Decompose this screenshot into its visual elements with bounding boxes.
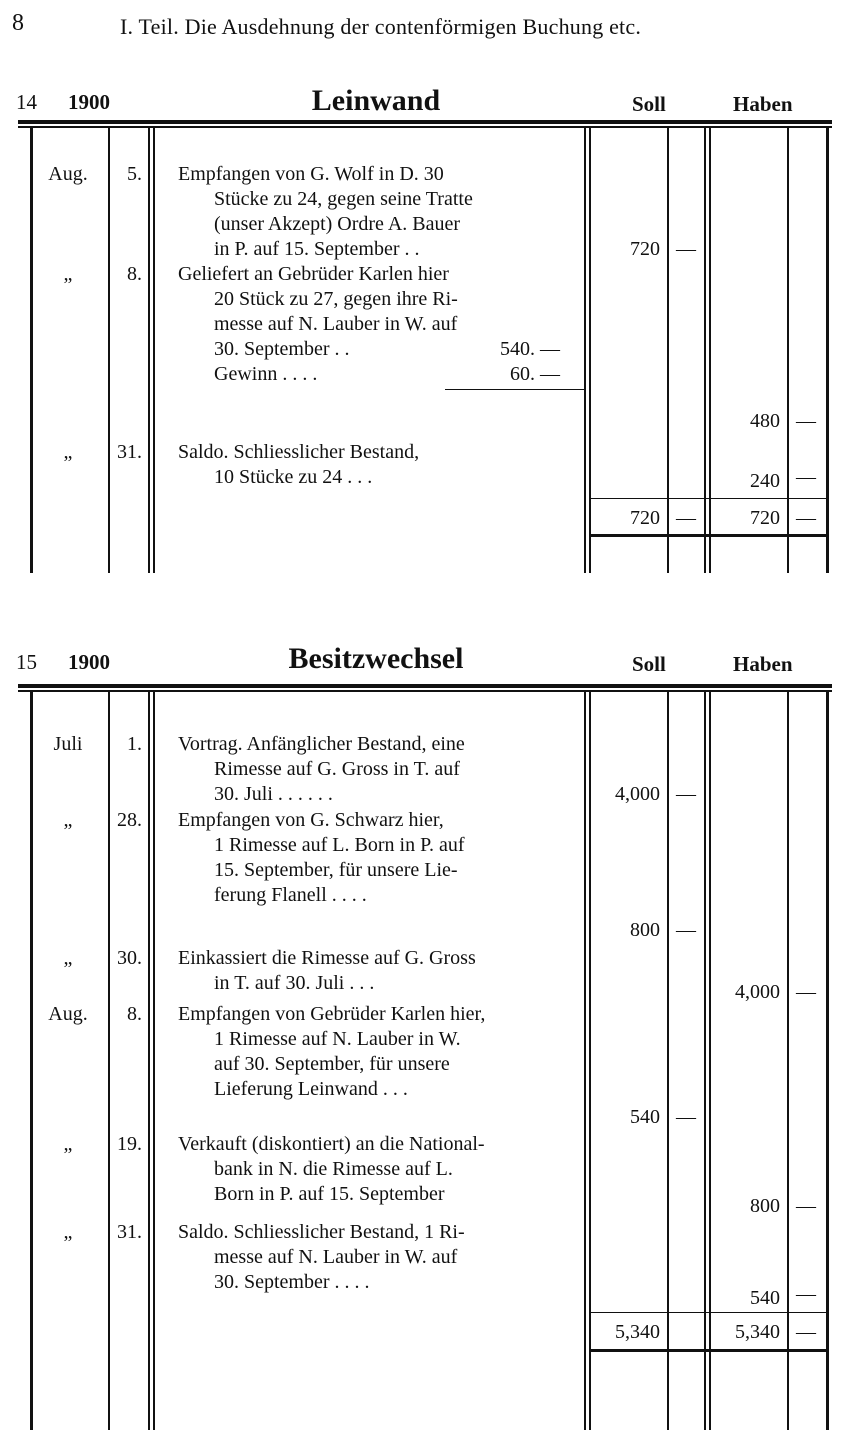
entry-line: auf 30. September, für unsere [214,1053,450,1075]
entry-line: in P. auf 15. September . . [214,238,420,260]
haben-amount: 540 [750,1287,780,1309]
entry-day: 30. [117,947,142,969]
haben-total: 5,340 [735,1321,780,1343]
entry-month: Aug. [48,1003,88,1025]
account-header [0,642,852,682]
entry-text [178,732,563,807]
soll-dash: — [676,1106,696,1128]
entry-line: messe auf N. Lauber in W. auf [214,1246,458,1268]
soll-dash: — [676,919,696,941]
soll-total-dash: — [676,507,696,529]
sub-total-rule [445,389,585,390]
soll-amount: 800 [630,919,660,941]
entry-month: „ [63,1133,73,1155]
entry-text [178,440,563,490]
account-number: 15 [16,650,37,674]
haben-total-dash: — [796,507,816,529]
entry-text [178,808,563,908]
entry-text [178,1132,563,1207]
account-number: 14 [16,90,37,114]
column-rule [30,128,33,573]
entry-line: Geliefert an Gebrüder Karlen hier [178,263,449,285]
entry-line: 10 Stücke zu 24 . . . [214,466,373,488]
soll-amount: 720 [630,238,660,260]
entry-line: Einkassiert die Rimesse auf G. Gross [178,947,476,969]
entry-text [178,262,563,337]
page-number: 8 [12,10,24,36]
column-rule [153,692,155,1430]
entry-line: 30. Juli . . . . . . [214,783,333,805]
entry-line: in T. auf 30. Juli . . . [214,972,375,994]
entry-month: Juli [53,733,83,755]
entry-line: Saldo. Schliesslicher Bestand, 1 Ri- [178,1221,465,1243]
column-rule [584,692,586,1430]
total-rule-top [589,1312,826,1313]
entry-day: 8. [127,1003,142,1025]
haben-total: 720 [750,507,780,529]
entry-line: 1 Rimesse auf N. Lauber in W. [214,1028,461,1050]
entry-day: 31. [117,1221,142,1243]
entry-text [178,162,563,262]
total-rule-bottom [589,1349,826,1352]
entry-month: „ [63,809,73,831]
account-title: Leinwand [311,84,441,117]
soll-total: 720 [630,507,660,529]
column-rule [704,128,706,573]
column-rule [826,128,829,573]
sub-value: 540. — [500,338,560,360]
column-rule [148,128,150,573]
haben-label: Haben [733,92,793,116]
sub-label: 30. September . . [214,338,350,360]
column-rule [704,692,706,1430]
haben-amount: 4,000 [735,981,780,1003]
account-leinwand [0,84,852,574]
haben-total-dash: — [796,1321,816,1343]
entry-day: 31. [117,441,142,463]
account-year: 1900 [68,650,110,674]
soll-label: Soll [632,92,666,116]
running-title: I. Teil. Die Ausdehnung der contenförmigen Buchung etc. [120,14,642,39]
header-rule [18,684,832,688]
entry-line: 15. September, für unsere Lie- [214,859,458,881]
column-rule [826,692,829,1430]
entry-day: 28. [117,809,142,831]
entry-line: Rimesse auf G. Gross in T. auf [214,758,460,780]
entry-line: Lieferung Leinwand . . . [214,1078,408,1100]
column-rule [30,692,33,1430]
entry-line: 1 Rimesse auf L. Born in P. auf [214,834,465,856]
entry-line: Empfangen von Gebrüder Karlen hier, [178,1003,486,1025]
sub-value: 60. — [510,363,560,385]
entry-line: Empfangen von G. Schwarz hier, [178,809,444,831]
entry-line: bank in N. die Rimesse auf L. [214,1158,453,1180]
entry-line: Born in P. auf 15. September [214,1183,445,1205]
entry-line: Vortrag. Anfänglicher Bestand, eine [178,733,465,755]
column-rule [108,128,110,573]
sub-label: Gewinn . . . . [214,363,318,385]
account-year: 1900 [68,90,110,114]
column-rule [148,692,150,1430]
soll-label: Soll [632,652,666,676]
entry-month: Aug. [48,163,88,185]
soll-dash: — [676,783,696,805]
entry-day: 1. [127,733,142,755]
entry-line: 30. September . . . . [214,1271,370,1293]
entry-day: 19. [117,1133,142,1155]
entry-line: Saldo. Schliesslicher Bestand, [178,441,420,463]
entry-text [178,946,563,996]
entry-text [178,1002,563,1102]
account-header [0,84,852,124]
entry-line: ferung Flanell . . . . [214,884,367,906]
entry-month: „ [63,441,73,463]
haben-dash: — [796,981,816,1003]
haben-amount: 800 [750,1195,780,1217]
soll-amount: 540 [630,1106,660,1128]
header-rule [18,120,832,124]
total-rule-bottom [589,534,826,537]
haben-amount: 240 [750,470,780,492]
haben-label: Haben [733,652,793,676]
entry-month: „ [63,263,73,285]
entry-day: 5. [127,163,142,185]
entry-day: 8. [127,263,142,285]
entry-line: 20 Stück zu 27, gegen ihre Ri- [214,288,458,310]
soll-amount: 4,000 [615,783,660,805]
haben-dash: — [796,1283,816,1305]
haben-dash: — [796,466,816,488]
entry-month: „ [63,1221,73,1243]
column-rule [584,128,586,573]
entry-line: Empfangen von G. Wolf in D. 30 [178,163,444,185]
haben-dash: — [796,410,816,432]
column-rule [153,128,155,573]
column-rule [108,692,110,1430]
total-rule-top [589,498,826,499]
haben-amount: 480 [750,410,780,432]
account-besitzwechsel [0,642,852,1432]
soll-dash: — [676,238,696,260]
entry-line: Verkauft (diskontiert) an die National- [178,1133,485,1155]
entry-line: messe auf N. Lauber in W. auf [214,313,458,335]
entry-line: Stücke zu 24, gegen seine Tratte [214,188,473,210]
entry-line: (unser Akzept) Ordre A. Bauer [214,213,461,235]
account-title: Besitzwechsel [288,642,464,675]
entry-month: „ [63,947,73,969]
soll-total: 5,340 [615,1321,660,1343]
entry-text [178,1220,563,1295]
haben-dash: — [796,1195,816,1217]
